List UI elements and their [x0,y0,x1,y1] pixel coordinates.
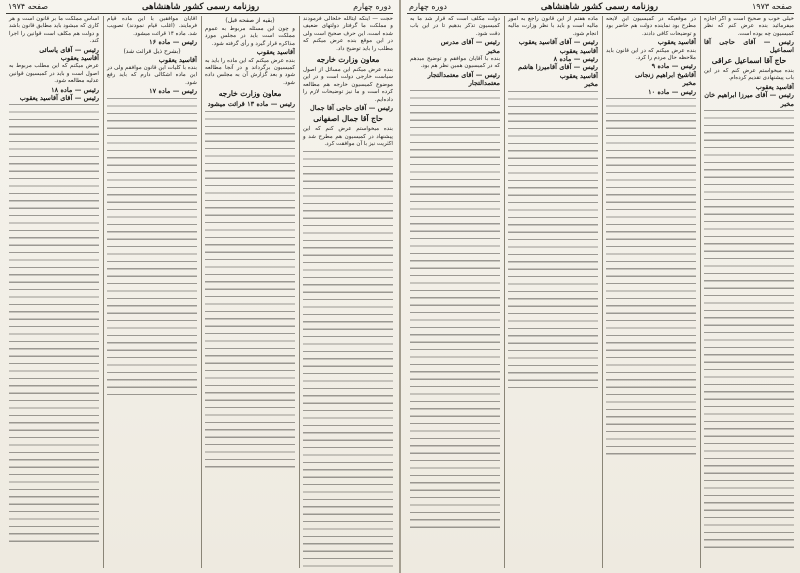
speaker-line: آقاسید یعقوب [158,55,197,64]
speaker-line: آقاسید یعقوب [559,71,598,80]
right-page-number: صفحه ۱۹۷۳ [751,2,792,11]
right-page-title: روزنامه رسمی کشور شاهنشاهی [540,2,658,12]
text-texture [9,104,99,544]
speaker-line: رئیس — ماده ۱۸ [51,85,99,94]
right-column-1 [700,16,794,568]
body-paragraph: بنده با کلیات این قانون موافقم ولی در این ماده اشکالی دارم که باید رفع شود. [107,65,197,86]
speaker-line: رئیس — آقای معتمدالتجار [427,70,500,79]
speaker-line: مخبر [584,80,598,89]
speaker-line: مخبر [682,79,696,88]
right-column-4 [407,16,500,568]
body-paragraph: دولت مکلف است که قرار شد ما به کمیسیون تذکر بدهیم تا در این باب دقت شود. [410,16,500,37]
speaker-line: رئیس — آقای آقامیرزا هاشم [518,63,598,72]
left-column-3 [103,16,197,568]
speaker-line: رئیس — آقای میرزا ابراهیم خان [704,91,794,100]
body-paragraph: بنده عرض میکنم که در این قانون باید ملاحظه حال مردم را کرد. [606,47,696,62]
right-columns [407,16,794,568]
section-heading: معاون وزارت خارجه [316,55,380,65]
speaker-line: رئیس — ماده ۱۰ [648,87,696,96]
speaker-line: رئیس — آقای حاجی آقا اسماعیل [704,38,794,54]
body-paragraph: بنده میخواستم عرض کنم که در این باب پیشنهادی تقدیم کرده‌ام. [704,68,794,82]
speaker-line: رئیس — آقای مدرس [440,38,500,47]
section-heading: حاج آقا جمال اصفهانی [313,114,383,124]
left-running-head [6,2,393,14]
text-texture [606,98,696,458]
speaker-line: آقاسید یعقوب [60,54,99,63]
speaker-line: رئیس — آقای حاجی آقا جمال [310,104,393,113]
right-column-3 [504,16,598,568]
right-column-2 [602,16,696,568]
text-texture [107,98,197,398]
speaker-line: رئیس — ماده ۱۶ [149,38,197,47]
body-paragraph: بنده میخواستم عرض کنم که این پیشنهاد در کمیسیون هم مطرح شد و اکثریت نیز با آن موافقت کرد. [303,126,393,148]
text-texture [508,91,598,391]
speaker-line: رئیس — ماده ۱۳ قرائت میشود [207,100,295,109]
speaker-line: رئیس — ماده ۹ [651,62,696,71]
section-heading: حاج آقا اسماعیل عراقی [711,56,787,66]
speaker-line: رئیس — آقای یاسائی [39,45,99,54]
body-paragraph: و چون این مسئله مربوط به عموم مملکت است باید در مجلس مورد مذاکره قرار گیرد و رأی گرفته شود. [205,26,295,47]
left-column-2 [201,16,295,568]
section-note: (بشرح ذیل قرائت شد) [123,47,181,55]
body-paragraph: بنده با آقایان موافقم و توضیح میدهم که در کمیسیون همین نظر هم بود. [410,56,500,70]
section-heading: معاون وزارت خارجه [218,89,282,99]
speaker-line: رئیس — آقای آقاسید یعقوب [518,38,598,47]
right-page-section: دوره چهارم [409,2,447,11]
speaker-line: آقاشیخ ابراهیم زنجانی [635,70,696,79]
text-texture [704,110,794,550]
body-paragraph: خیلی خوب و صحیح است و اگر اجازه میفرمائید بنده عرض کنم که نظر کمیسیون چه بوده است. [704,16,794,37]
section-note: (بقیه از صفحه قبل) [225,17,275,24]
body-paragraph: در موقعیکه در کمیسیون این لایحه مطرح بود نماینده دولت هم حاضر بود و توضیحات کافی دادند. [606,16,696,37]
left-page-number: صفحه ۱۹۷۴ [8,2,49,11]
left-page-title: روزنامه رسمی کشور شاهنشاهی [142,2,260,12]
body-paragraph: ماده هفتم از این قانون راجع به امور مالیه است و باید با نظر وزارت مالیه انجام شود. [508,16,598,37]
speaker-line: آقاسید یعقوب [256,48,295,57]
body-paragraph: حجت — اینکه آیتالله خلخالی فرمودند و مملکت ما گرفتار دولتهای ضعیف شده است، این حرف صحیح است ولی در این موقع بنده عرض میکنم که مطلب را باید توضیح داد. [303,16,393,52]
body-paragraph: عرض میکنم که این مطلب مربوط به اصول است و باید در کمیسیون قوانین عدلیه مطالعه شود. [9,63,99,85]
text-texture [205,111,295,471]
body-paragraph: بنده عرض میکنم که این ماده را باید به کمیسیون برگرداند و در آنجا مطالعه شود و بعد گزارش آن به مجلس داده شود. [205,57,295,86]
left-columns [6,16,393,568]
speaker-line: مخبر [780,99,794,108]
right-running-head [407,2,794,14]
speaker-line: آقاسید یعقوب [559,46,598,55]
speaker-line: رئیس — ماده ۱۷ [149,87,197,96]
speaker-line: رئیس — آقای آقاسید یعقوب [19,94,99,103]
body-paragraph: آقایان موافقین با این ماده قیام فرمایند. (اغلب قیام نمودند) تصویب شد. ماده ۱۴ قرائت میشود. [107,16,197,37]
speaker-line: آقاسید یعقوب [755,82,794,91]
left-column-4 [6,16,99,568]
text-texture [303,151,393,568]
left-column-1 [299,16,393,568]
body-paragraph: بنده عرض میکنم این مسائل از اصول سیاست خارجی دولت است و در این موضوع کمیسیون خارجه هم مطالعه کرده است و ما نیز توضیحات لازم را داده‌ایم. [303,67,393,103]
left-page [0,0,399,573]
body-paragraph: اساس مملکت ما بر قانون است و هر کاری که میشود باید مطابق قانون باشد و دولت هم مکلف است قوانین را اجرا کند. [9,16,99,45]
speaker-line: رئیس — ماده ۸ [553,55,598,64]
speaker-line: معتمدالتجار [468,79,500,88]
left-page-section: دوره چهارم [353,2,391,11]
speaker-line: مخبر [486,46,500,55]
text-texture [410,90,500,530]
right-page [401,0,800,573]
speaker-line: آقاسید یعقوب [657,38,696,47]
